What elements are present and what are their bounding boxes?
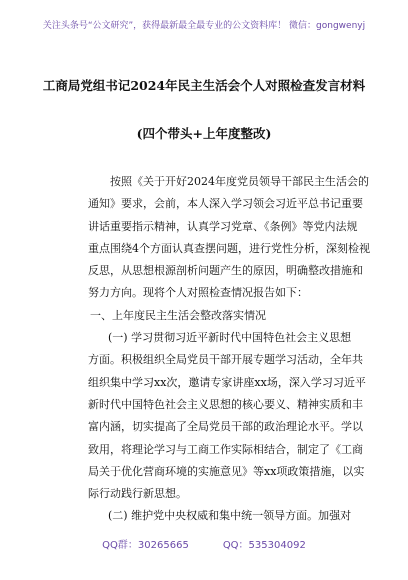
header-promo-note: 关注头条号“公文研究”，获得最新最全最专业的公文资料库！ 微信：gongwenyj	[42, 21, 366, 31]
body-line: 致用，将理论学习与工商工作实际相结合，制定了《工商	[88, 442, 363, 456]
body-line: 局关于优化营商环境的实施意见》等xx项政策措施，以实	[88, 464, 365, 478]
body-line: 反思，从思想根源剖析问题产生的原因，明确整改措施和	[88, 264, 363, 278]
footer-qq-group: QQ群：30265665	[102, 540, 189, 551]
body-line: 通知》要求，会前，本人深入学习领会习近平总书记重要	[88, 197, 363, 211]
body-line: (一) 学习贯彻习近平新时代中国特色社会主义思想	[108, 331, 352, 345]
document-subtitle: (四个带头+上年度整改)	[136, 126, 272, 141]
body-line: 组织集中学习xx次，邀请专家讲座xx场，深入学习习近平	[88, 375, 366, 389]
footer-qq: QQ：535304092	[222, 540, 306, 551]
document-title: 工商局党组书记2024年民主生活会个人对照检查发言材料	[42, 78, 366, 93]
body-line: 努力方向。现将个人对照检查情况报告如下：	[88, 286, 308, 300]
body-line: 际行动践行新思想。	[88, 487, 187, 501]
section-heading: 一、上年度民主生活会整改落实情况	[90, 308, 266, 322]
body-line: 按照《关于开好2024年度党员领导干部民主生活会的	[110, 175, 369, 188]
body-line: 讲话重要指示精神，认真学习党章、《条例》等党内法规	[88, 219, 358, 233]
body-line: 富内涵，切实提高了全局党员干部的政治理论水平。学以	[88, 420, 363, 434]
body-line: (二) 维护党中央权威和集中统一领导方面。加强对	[108, 509, 352, 523]
body-line: 新时代中国特色社会主义思想的核心要义、精神实质和丰	[88, 397, 363, 411]
footer-contact	[0, 536, 408, 551]
body-line: 方面。积极组织全局党员干部开展专题学习活动，全年共	[88, 353, 363, 367]
body-line: 重点围绕4个方面认真查摆问题，进行党性分析，深刻检视	[88, 241, 370, 255]
document-body	[88, 171, 370, 528]
